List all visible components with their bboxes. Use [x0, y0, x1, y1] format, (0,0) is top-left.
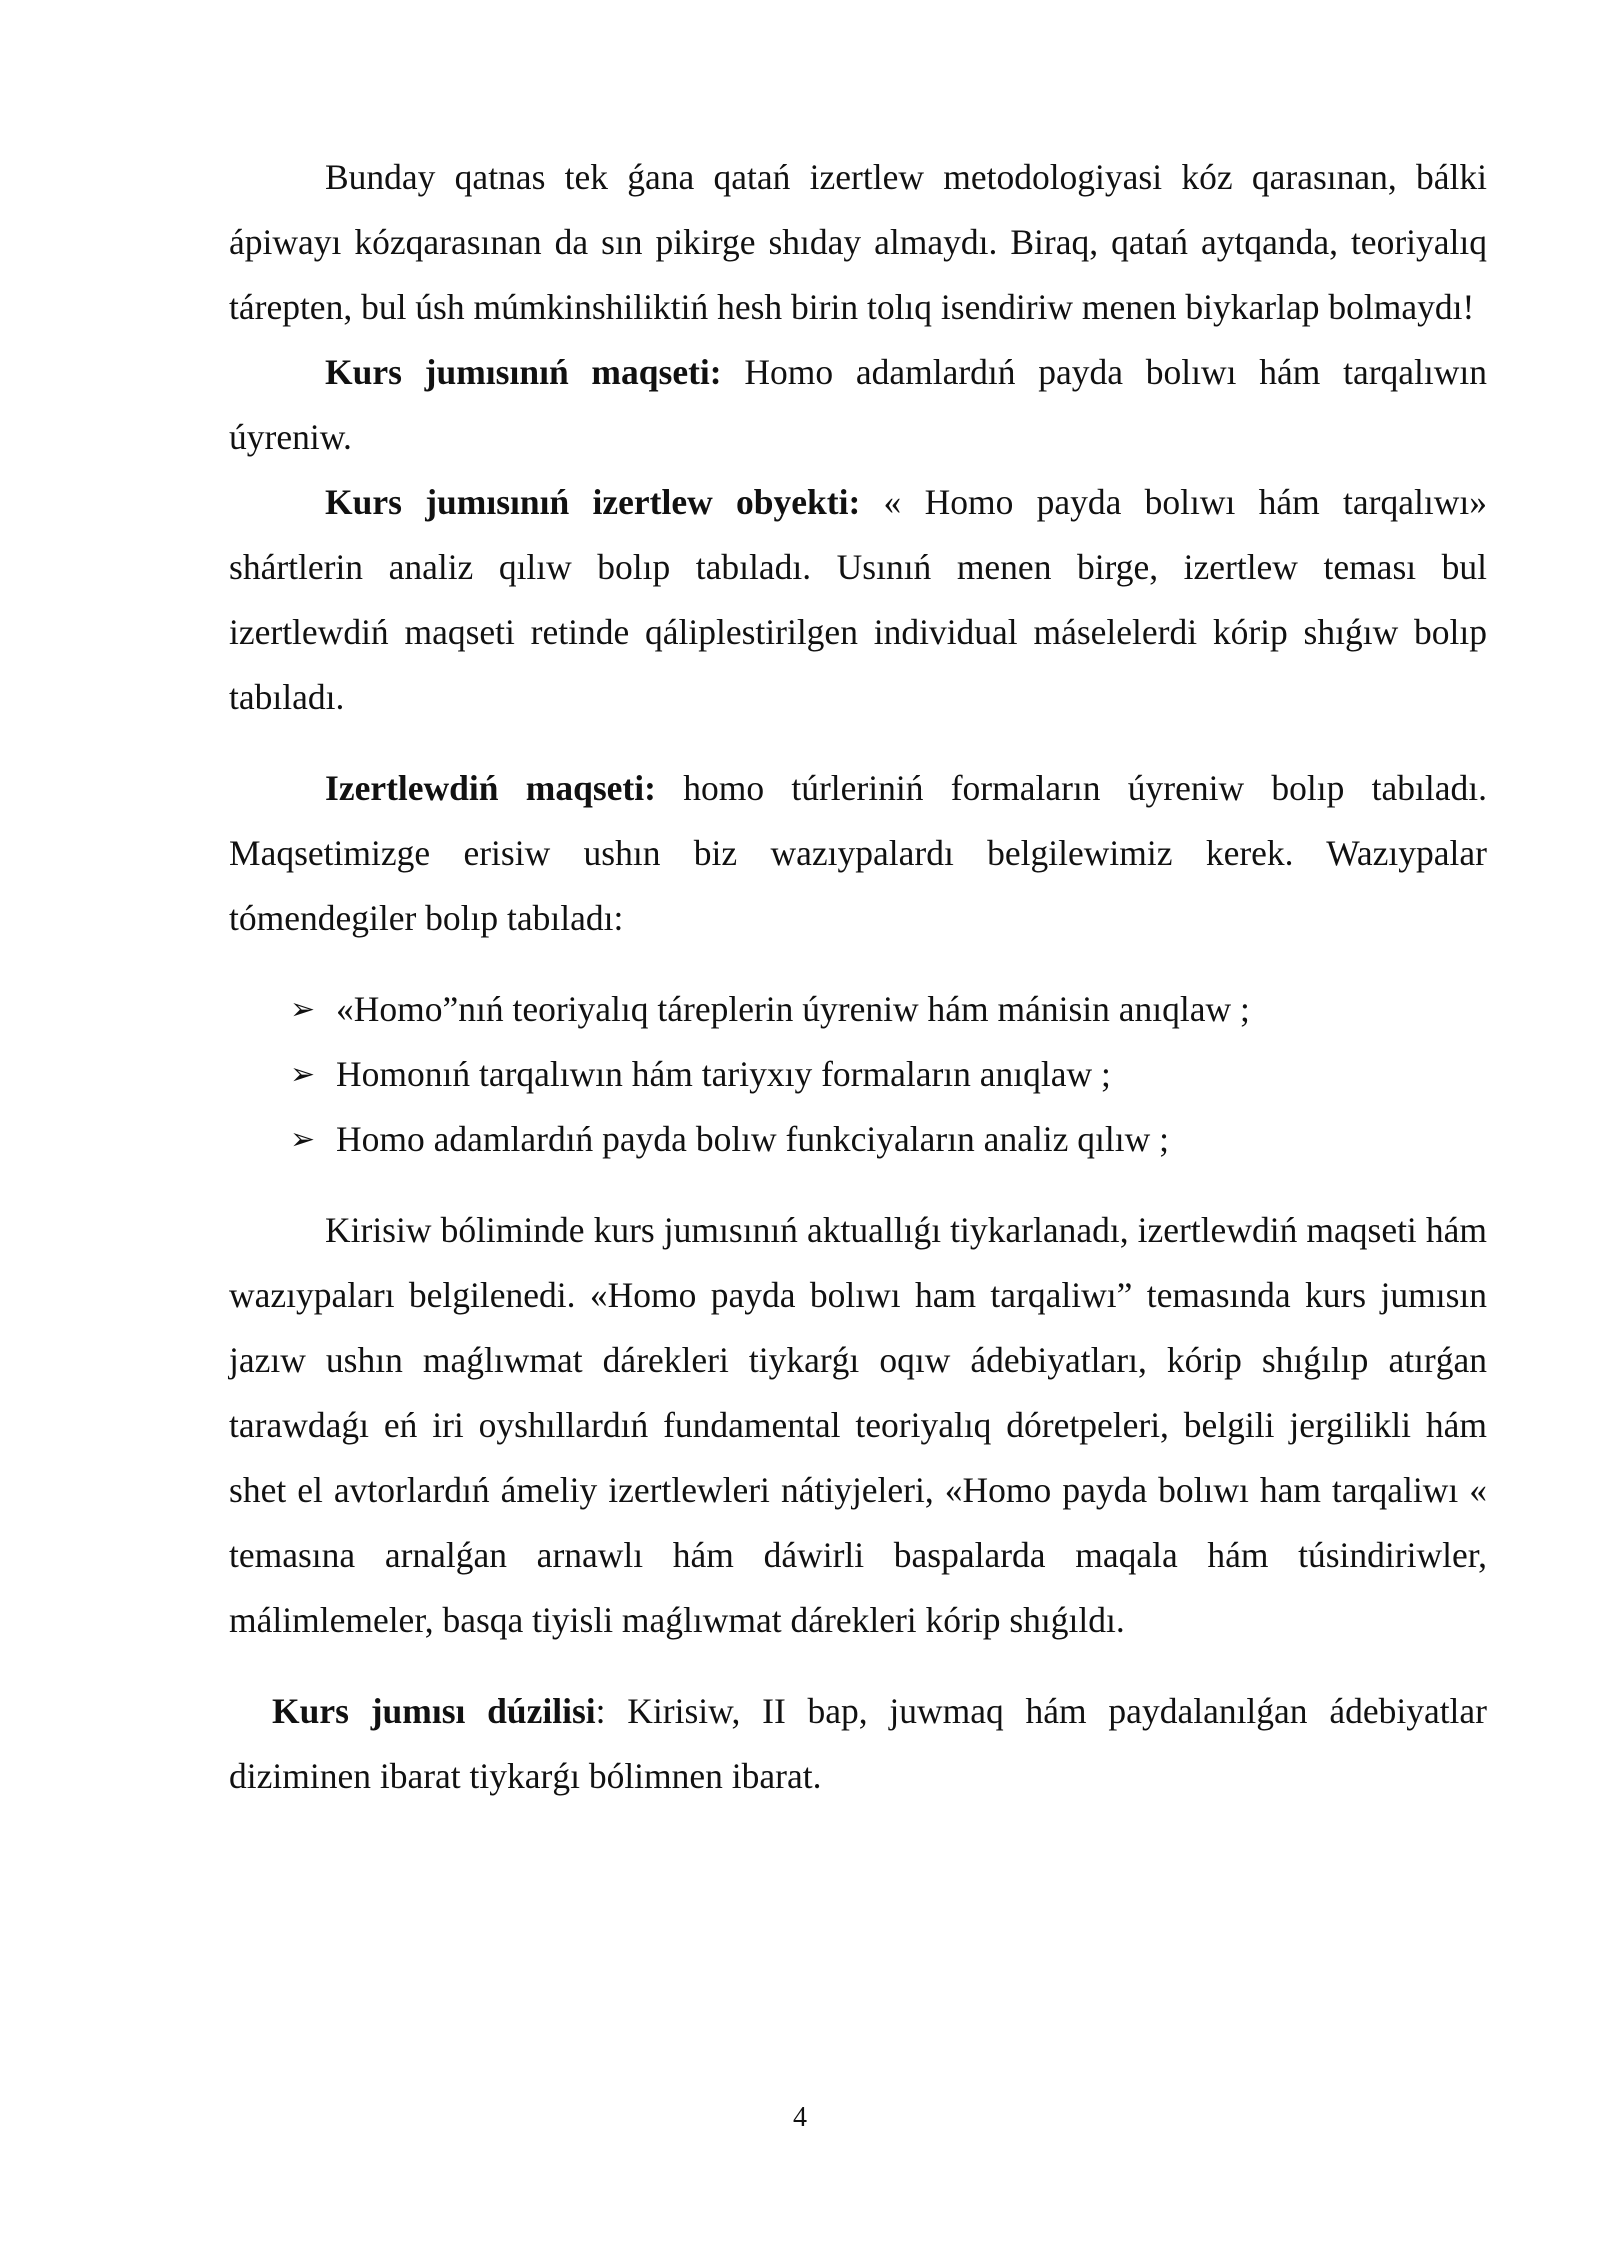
task-text: Homo adamlardıń payda bolıw funkciyaların analiz qılıw ;: [336, 1119, 1170, 1159]
introduction-section-text: Kirisiw bóliminde kurs jumısınıń aktuallıǵı tiykarlanadı, izertlewdiń maqseti hám wazıypaları belgilenedi. «Homo payda bolıwı ham tarqaliwı” temasında kurs jumısın jazıw ushın maǵlıwmat dárekleri tiykarǵı oqıw ádebiyatları, kórip shıǵılıp atırǵan tarawdaǵı eń iri oyshıllardıń fundamental teoriyalıq dóretpeleri, belgili jergilikli hám shet el avtorlardıń ámeliy izertlewleri nátiyjeleri, «Homo payda bolıwı ham tarqaliwı « temasına arnalǵan arnawlı hám dáwirli baspalarda maqala hám túsindiriwler, málimlemeler, basqa tiyisli maǵlıwmat dárekleri kórip shıǵıldı.: [229, 1210, 1487, 1640]
research-goal-label: Izertlewdiń maqseti:: [325, 768, 656, 808]
research-goal-paragraph: [229, 756, 1487, 951]
arrow-bullet-icon: ➢: [290, 1122, 316, 1157]
task-list: [229, 977, 1487, 1172]
course-goal-paragraph: [229, 340, 1487, 470]
page-number: 4: [793, 2102, 807, 2133]
structure-label: Kurs jumısı dúzilisi: [272, 1691, 596, 1731]
introduction-section-paragraph: [229, 1198, 1487, 1653]
course-goal-text: Homo adamlardıń payda bolıwı hám tarqalıwın úyreniw.: [229, 352, 1487, 457]
paragraph-spacer: [229, 951, 1487, 977]
arrow-bullet-icon: ➢: [290, 1057, 316, 1092]
research-object-label: Kurs jumısınıń izertlew obyekti:: [325, 482, 861, 522]
list-item: [229, 977, 1487, 1042]
task-text: Homonıń tarqalıwın hám tariyxıy formaların anıqlaw ;: [336, 1054, 1111, 1094]
structure-paragraph: [229, 1679, 1487, 1809]
paragraph-spacer: [229, 1653, 1487, 1679]
paragraph-spacer: [229, 1172, 1487, 1198]
intro-text: Bunday qatnas tek ǵana qatań izertlew metodologiyasi kóz qarasınan, bálki ápiwayı kózqarasınan da sın pikirge shıday almaydı. Biraq, qatań aytqanda, teoriyalıq tárepten, bul úsh múmkinshiliktiń hesh birin tolıq isendiriw menen biykarlap bolmaydı!: [229, 157, 1487, 327]
intro-paragraph: [229, 145, 1487, 340]
list-item: [229, 1042, 1487, 1107]
research-object-text: « Homo payda bolıwı hám tarqalıwı» shártlerin analiz qılıw bolıp tabıladı. Usınıń menen birge, izertlew teması bul izertlewdiń maqseti retinde qáliplestirilgen individual máselelerdi kórip shıǵıw bolıp tabıladı.: [229, 482, 1487, 717]
document-body: [229, 145, 1487, 1809]
arrow-bullet-icon: ➢: [290, 992, 316, 1027]
task-text: «Homo”nıń teoriyalıq táreplerin úyreniw hám mánisin anıqlaw ;: [336, 989, 1250, 1029]
research-object-paragraph: [229, 470, 1487, 730]
structure-text: : Kirisiw, II bap, juwmaq hám paydalanılǵan ádebiyatlar diziminen ibarat tiykarǵı bólimnen ibarat.: [229, 1691, 1488, 1796]
course-goal-label: Kurs jumısınıń maqseti:: [325, 352, 722, 392]
list-item: [229, 1107, 1487, 1172]
research-goal-text: homo túrleriniń formaların úyreniw bolıp tabıladı. Maqsetimizge erisiw ushın biz wazıypalardı belgilewimiz kerek. Wazıypalar tómendegiler bolıp tabıladı:: [229, 768, 1487, 938]
paragraph-spacer: [229, 730, 1487, 756]
